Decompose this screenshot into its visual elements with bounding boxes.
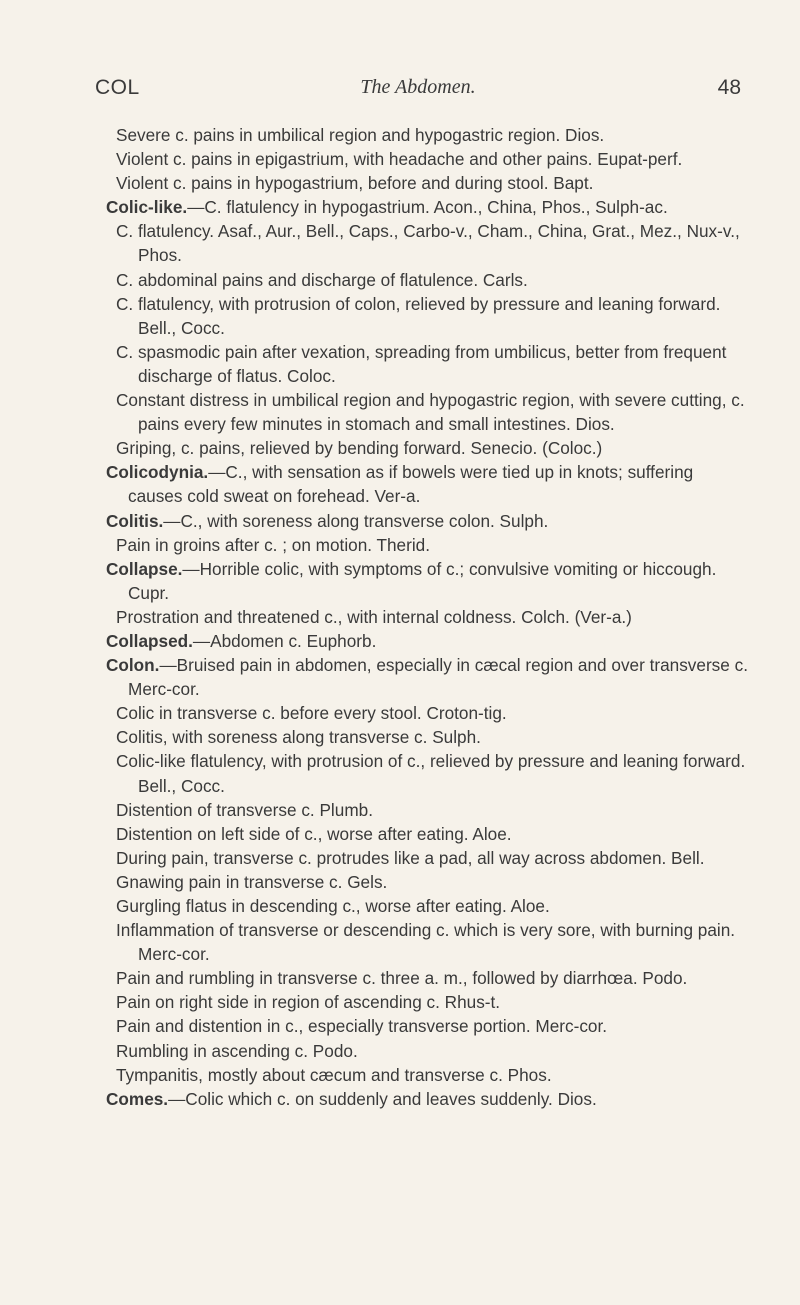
entry <box>116 436 748 460</box>
entry <box>116 725 748 749</box>
entry-headword: Colon. <box>106 655 160 676</box>
entry-headword: Colicodynia. <box>106 462 209 483</box>
entry-text: Inflammation of transverse or descending c. which is very sore, with burning pain. Merc-cor. <box>116 920 736 965</box>
entry <box>116 894 748 918</box>
entry-text: —Abdomen c. Euphorb. <box>192 630 377 651</box>
entry <box>106 509 748 533</box>
entry-text: Severe c. pains in umbilical region and hypogastric region. Dios. <box>116 125 605 145</box>
running-head <box>95 76 741 106</box>
entry-text: Distention on left side of c., worse after eating. Aloe. <box>116 823 512 844</box>
entry <box>116 171 748 195</box>
entry-list <box>106 123 748 1111</box>
entry-text: Rumbling in ascending c. Podo. <box>116 1040 358 1061</box>
entry <box>116 1039 748 1063</box>
entry-text: —C. flatulency in hypogastrium. Acon., China, Phos., Sulph-ac. <box>187 197 668 218</box>
entry-text: Colitis, with soreness along transverse c. Sulph. <box>116 727 481 748</box>
entry-text: Distention of transverse c. Plumb. <box>116 799 373 820</box>
entry <box>116 533 748 557</box>
entry-text: Gurgling flatus in descending c., worse after eating. Aloe. <box>116 896 550 916</box>
entry <box>116 701 748 725</box>
entry <box>116 123 748 147</box>
entry-text: Colic in transverse c. before every stool. Croton-tig. <box>116 703 507 724</box>
entry <box>116 918 748 966</box>
entry <box>116 292 748 340</box>
entry-text: —Colic which c. on suddenly and leaves suddenly. Dios. <box>168 1088 597 1109</box>
entry <box>116 268 748 292</box>
entry-headword: Colitis. <box>106 510 164 531</box>
entry <box>116 219 748 267</box>
entry-text: Pain in groins after c. ; on motion. Therid. <box>116 534 430 555</box>
entry <box>106 557 748 605</box>
entry <box>106 629 748 653</box>
entry-headword: Collapse. <box>106 558 183 579</box>
section-keyword: COL <box>95 76 140 99</box>
entry-text: Constant distress in umbilical region and hypogastric region, with severe cutting, c. pains every few minutes in stomach and small intestines. Dios. <box>116 390 745 435</box>
entry <box>116 388 748 436</box>
entry-text: Griping, c. pains, relieved by bending forward. Senecio. (Coloc.) <box>116 438 603 459</box>
entry-text: Tympanitis, mostly about cæcum and transverse c. Phos. <box>116 1064 552 1085</box>
entry-text: C. spasmodic pain after vexation, spreading from umbilicus, better from frequent discharge of flatus. Coloc. <box>116 341 727 386</box>
entry <box>106 195 748 219</box>
entry-text: —C., with sensation as if bowels were tied up in knots; suffering causes cold sweat on forehead. Ver-a. <box>128 462 694 507</box>
entry-text: —Horrible colic, with symptoms of c.; convulsive vomiting or hiccough. Cupr. <box>128 558 717 603</box>
entry <box>116 822 748 846</box>
entry-text: Violent c. pains in epigastrium, with headache and other pains. Eupat-perf. <box>116 149 683 170</box>
entry <box>116 1063 748 1087</box>
entry-text: Pain and rumbling in transverse c. three a. m., followed by diarrhœa. Podo. <box>116 968 688 989</box>
entry-headword: Collapsed. <box>106 630 193 651</box>
entry-headword: Colic-like. <box>106 197 188 218</box>
entry <box>106 653 748 701</box>
entry <box>116 846 748 870</box>
entry <box>116 990 748 1014</box>
entry-text: Gnawing pain in transverse c. Gels. <box>116 871 388 892</box>
entry-text: —C., with soreness along transverse colon. Sulph. <box>163 510 549 531</box>
entry <box>116 966 748 990</box>
entry-text: During pain, transverse c. protrudes like a pad, all way across abdomen. Bell. <box>116 847 705 868</box>
entry <box>116 749 748 797</box>
entry-headword: Comes. <box>106 1088 169 1109</box>
entry <box>106 1087 748 1111</box>
entry-text: Pain and distention in c., especially transverse portion. Merc-cor. <box>116 1016 608 1037</box>
entry-text: Colic-like flatulency, with protrusion of c., relieved by pressure and leaning forward. Bell., Cocc. <box>116 751 746 796</box>
entry-text: Violent c. pains in hypogastrium, before and during stool. Bapt. <box>116 173 594 194</box>
entry <box>116 340 748 388</box>
entry-text: Pain on right side in region of ascending c. Rhus-t. <box>116 992 501 1013</box>
entry <box>116 870 748 894</box>
entry-text: C. flatulency. Asaf., Aur., Bell., Caps., Carbo-v., Cham., China, Grat., Mez., Nux-v., Phos. <box>116 221 740 266</box>
entry-text: C. flatulency, with protrusion of colon, relieved by pressure and leaning forward. Bell., Cocc. <box>116 293 721 338</box>
entry <box>116 798 748 822</box>
chapter-title: The Abdomen. <box>360 76 476 98</box>
entry <box>116 147 748 171</box>
entry-text: C. abdominal pains and discharge of flatulence. Carls. <box>116 269 528 290</box>
page-number: 48 <box>717 76 741 99</box>
entry-text: —Bruised pain in abdomen, especially in cæcal region and over transverse c. Merc-cor. <box>128 655 748 700</box>
entry <box>116 605 748 629</box>
entry <box>106 460 748 508</box>
entry <box>116 1014 748 1038</box>
entry-text: Prostration and threatened c., with internal coldness. Colch. (Ver-a.) <box>116 606 632 627</box>
